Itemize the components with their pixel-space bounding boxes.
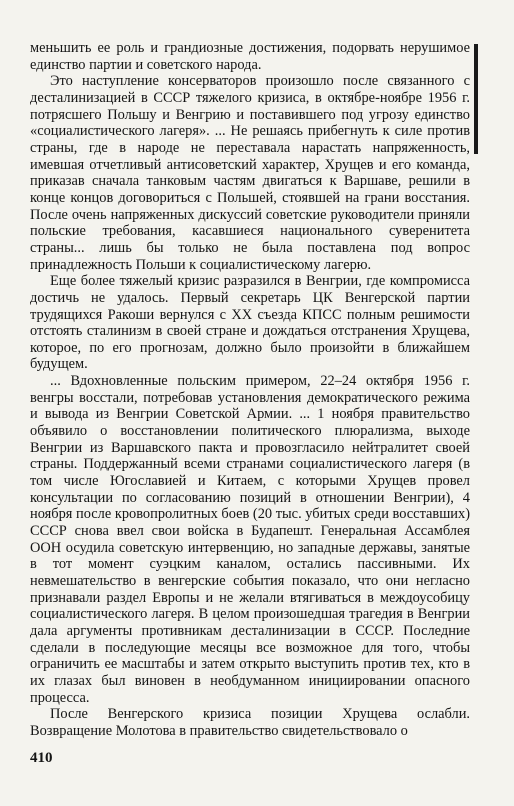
paragraph-continued: меньшить ее роль и грандиозные достижения, подорвать нерушимое единство партии и советского народа. bbox=[30, 40, 470, 73]
page-edge-mark bbox=[474, 44, 478, 154]
body-text bbox=[30, 40, 470, 740]
page-number: 410 bbox=[30, 750, 53, 766]
paragraph: Еще более тяжелый кризис разразился в Венгрии, где компромисса достичь не удалось. Первый секретарь ЦК Венгерской партии трудящихся Ракоши вернулся с XX съезда КПСС полным решимости отстоять сталинизм в своей стране и дождаться отстранения Хрущева, которое, по его прогнозам, должно было произойти в ближайшем будущем. bbox=[30, 273, 470, 373]
paragraph: ... Вдохновленные польским примером, 22–24 октября 1956 г. венгры восстали, потребовав установления демократического режима и вывода из Венгрии Советской Армии. ... 1 ноября правительство объявило о восстановлении политического плюрализма, выходе Венгрии из Варшавского пакта и провозгласило нейтралитет своей страны. Поддержанный всеми странами социалистического лагеря (в том числе Югославией и Китаем, с которыми Хрущев провел консультации по согласованию позиций в отношении Венгрии), 4 ноября после кровопролитных боев (20 тыс. убитых среди восставших) СССР снова ввел свои войска в Будапешт. Генеральная Ассамблея ООН осудила советскую интервенцию, но западные державы, занятые в тот момент суэцким каналом, остались пассивными. Их невмешательство в венгерские события показало, что они негласно признавали раздел Европы и не желали втягиваться в междоусобицу социалистического лагеря. В целом произошедшая трагедия в Венгрии дала аргументы противникам десталинизации в СССР. Последние сделали в последующие месяцы все возможное для того, чтобы ограничить ее масштабы и затем открыто выступить против тех, кто в их глазах был виновен в необдуманном инициировании опасного процесса. bbox=[30, 373, 470, 706]
paragraph: После Венгерского кризиса позиции Хрущева ослабли. Возвращение Молотова в правительство свидетельствовало о bbox=[30, 706, 470, 739]
paragraph: Это наступление консерваторов произошло после связанного с десталинизацией в СССР тяжелого кризиса, в октябре-ноябре 1956 г. потрясшего Польшу и Венгрию и поставившего под угрозу единство «социалистического лагеря». ... Не решаясь прибегнуть к силе против страны, где в народе не переставала нарастать напряженность, имевшая отчетливый антисоветский характер, Хрущев и его команда, приказав сначала танковым частям двигаться к Варшаве, решили в конце концов договориться с Польшей, стоявшей на грани восстания. После очень напряженных дискуссий советские руководители приняли польские требования, касавшиеся национального суверенитета страны... лишь бы только не была поставлена под вопрос принадлежность Польши к социалистическому лагерю. bbox=[30, 73, 470, 273]
